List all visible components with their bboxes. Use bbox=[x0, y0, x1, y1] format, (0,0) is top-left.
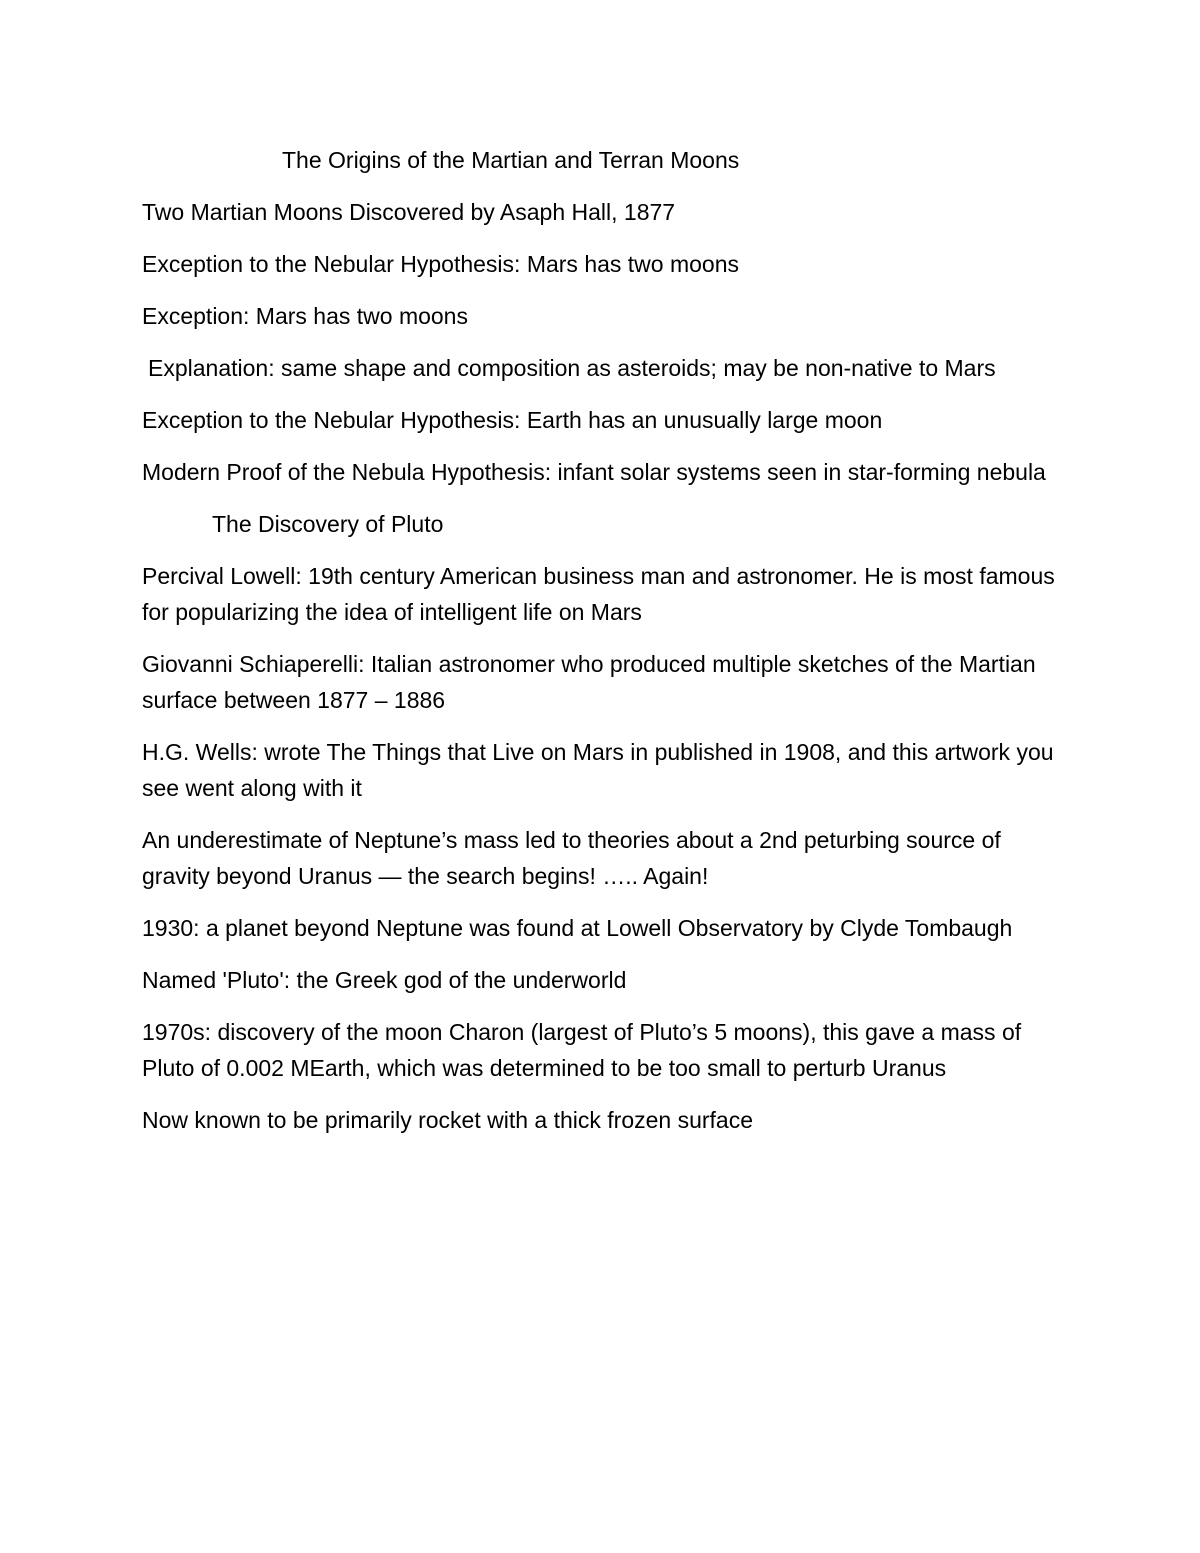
document-title: The Origins of the Martian and Terran Moons bbox=[282, 147, 740, 173]
document-body bbox=[142, 142, 1062, 1154]
paragraph-modern-proof: Modern Proof of the Nebula Hypothesis: infant solar systems seen in star-forming nebula bbox=[142, 459, 1046, 485]
paragraph-exception-earth: Exception to the Nebular Hypothesis: Earth has an unusually large moon bbox=[142, 407, 883, 433]
paragraph-schiaperelli: Giovanni Schiaperelli: Italian astronomer who produced multiple sketches of the Martian surface between 1877 – 1886 bbox=[142, 651, 1036, 713]
paragraph-charon: 1970s: discovery of the moon Charon (largest of Pluto’s 5 moons), this gave a mass of Pluto of 0.002 MEarth, which was determined to be too small to perturb Uranus bbox=[142, 1019, 1022, 1081]
paragraph-exception-mars: Exception: Mars has two moons bbox=[142, 303, 468, 329]
paragraph-percival-lowell: Percival Lowell: 19th century American business man and astronomer. He is most famous for popularizing the idea of intelligent life on Mars bbox=[142, 563, 1055, 625]
paragraph-hg-wells: H.G. Wells: wrote The Things that Live on Mars in published in 1908, and this artwork you see went along with it bbox=[142, 739, 1054, 801]
paragraph-explanation: Explanation: same shape and composition as asteroids; may be non-native to Mars bbox=[148, 355, 996, 381]
paragraph-named-pluto: Named 'Pluto': the Greek god of the underworld bbox=[142, 967, 627, 993]
paragraph-asaph-hall: Two Martian Moons Discovered by Asaph Hall, 1877 bbox=[142, 199, 676, 225]
section-subtitle: The Discovery of Pluto bbox=[212, 511, 444, 537]
paragraph-composition: Now known to be primarily rocket with a thick frozen surface bbox=[142, 1107, 754, 1133]
paragraph-exception-mars-nebular: Exception to the Nebular Hypothesis: Mars has two moons bbox=[142, 251, 740, 277]
paragraph-neptune-mass: An underestimate of Neptune’s mass led to theories about a 2nd peturbing source of gravity beyond Uranus — the search begins! ….. Again! bbox=[142, 827, 1001, 889]
paragraph-1930-discovery: 1930: a planet beyond Neptune was found at Lowell Observatory by Clyde Tombaugh bbox=[142, 915, 1013, 941]
